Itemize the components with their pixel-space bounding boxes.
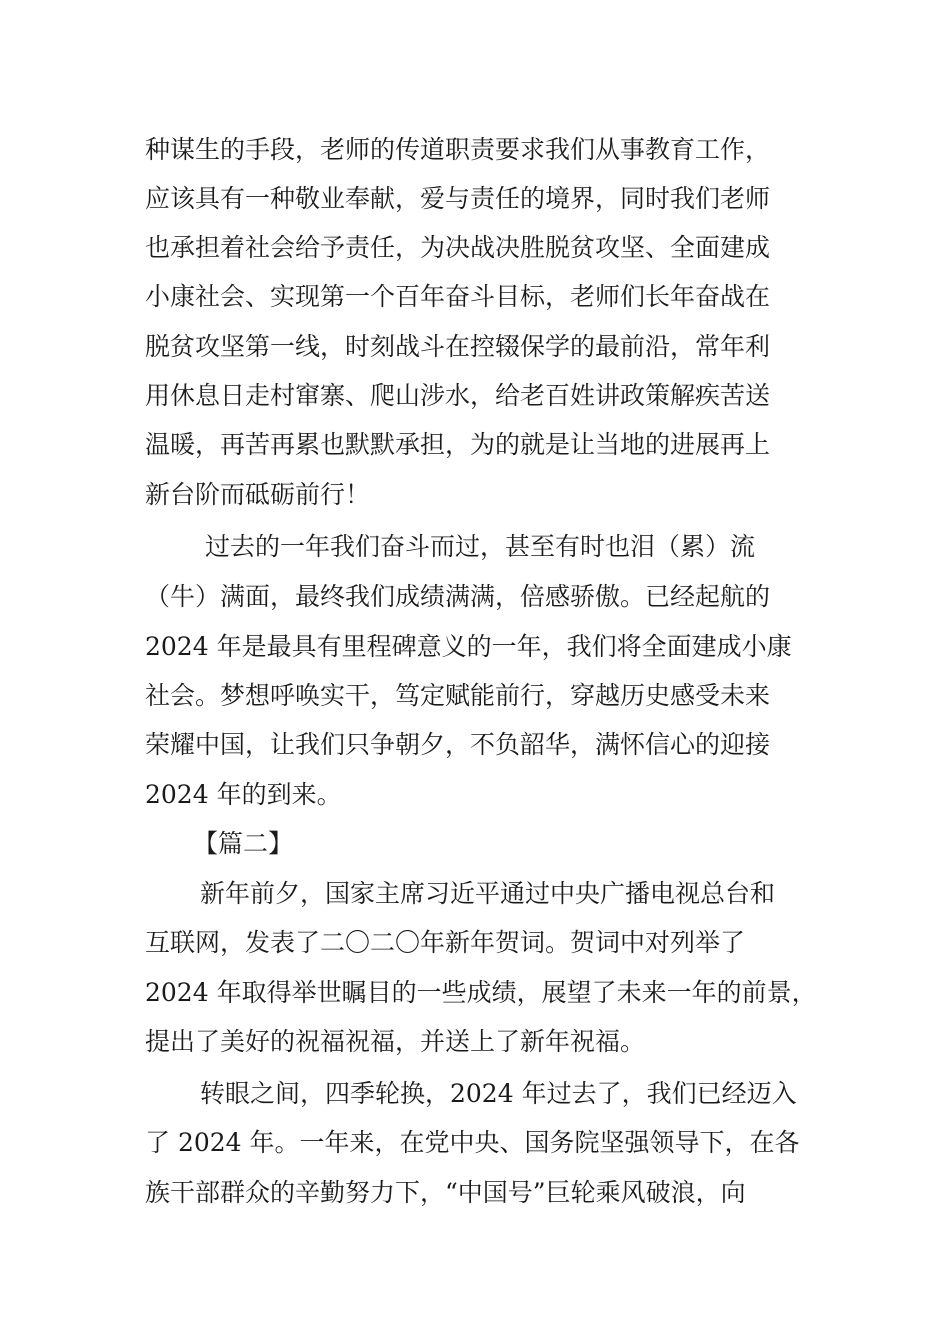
text-line: 小康社会、实现第一个百年奋斗目标，老师们长年奋战在 bbox=[145, 282, 771, 311]
section-heading: 【篇二】 bbox=[193, 829, 294, 858]
text-line: 脱贫攻坚第一线，时刻战斗在控辍保学的最前沿，常年利 bbox=[145, 332, 771, 361]
text-line: 温暖，再苦再累也默默承担，为的就是让当地的进展再上 bbox=[145, 430, 771, 459]
text-line: 2024 年取得举世瞩目的一些成绩，展望了未来一年的前景， bbox=[145, 978, 817, 1007]
text-line: 提出了美好的祝福祝福，并送上了新年祝福。 bbox=[145, 1027, 646, 1056]
text-line: 族干部群众的辛勤努力下，“中国号”巨轮乘风破浪，向 bbox=[145, 1178, 746, 1207]
text-line: 用休息日走村窜寨、爬山涉水，给老百姓讲政策解疾苦送 bbox=[145, 381, 771, 410]
text-line: 社会。梦想呼唤实干，笃定赋能前行，穿越历史感受未来 bbox=[145, 681, 771, 710]
text-line: 过去的一年我们奋斗而过，甚至有时也泪（累）流 bbox=[205, 532, 756, 561]
text-line: 2024 年的到来。 bbox=[145, 780, 342, 809]
text-line: 新台阶而砥砺前行！ bbox=[145, 480, 371, 509]
text-line: 互联网，发表了二〇二〇年新年贺词。贺词中对列举了 bbox=[145, 928, 746, 957]
text-line: 荣耀中国，让我们只争朝夕，不负韶华，满怀信心的迎接 bbox=[145, 730, 771, 759]
text-line: （牛）满面，最终我们成绩满满，倍感骄傲。已经起航的 bbox=[145, 582, 771, 611]
text-line: 也承担着社会给予责任，为决战决胜脱贫攻坚、全面建成 bbox=[145, 233, 771, 262]
text-line: 转眼之间，四季轮换，2024 年过去了，我们已经迈入 bbox=[200, 1079, 797, 1108]
text-line: 应该具有一种敬业奉献，爱与责任的境界，同时我们老师 bbox=[145, 184, 771, 213]
text-line: 种谋生的手段，老师的传道职责要求我们从事教育工作， bbox=[145, 135, 771, 164]
text-line: 新年前夕，国家主席习近平通过中央广播电视总台和 bbox=[200, 879, 776, 908]
text-line: 2024 年是最具有里程碑意义的一年，我们将全面建成小康 bbox=[145, 632, 792, 661]
text-line: 了 2024 年。一年来，在党中央、国务院坚强领导下，在各 bbox=[145, 1128, 800, 1157]
